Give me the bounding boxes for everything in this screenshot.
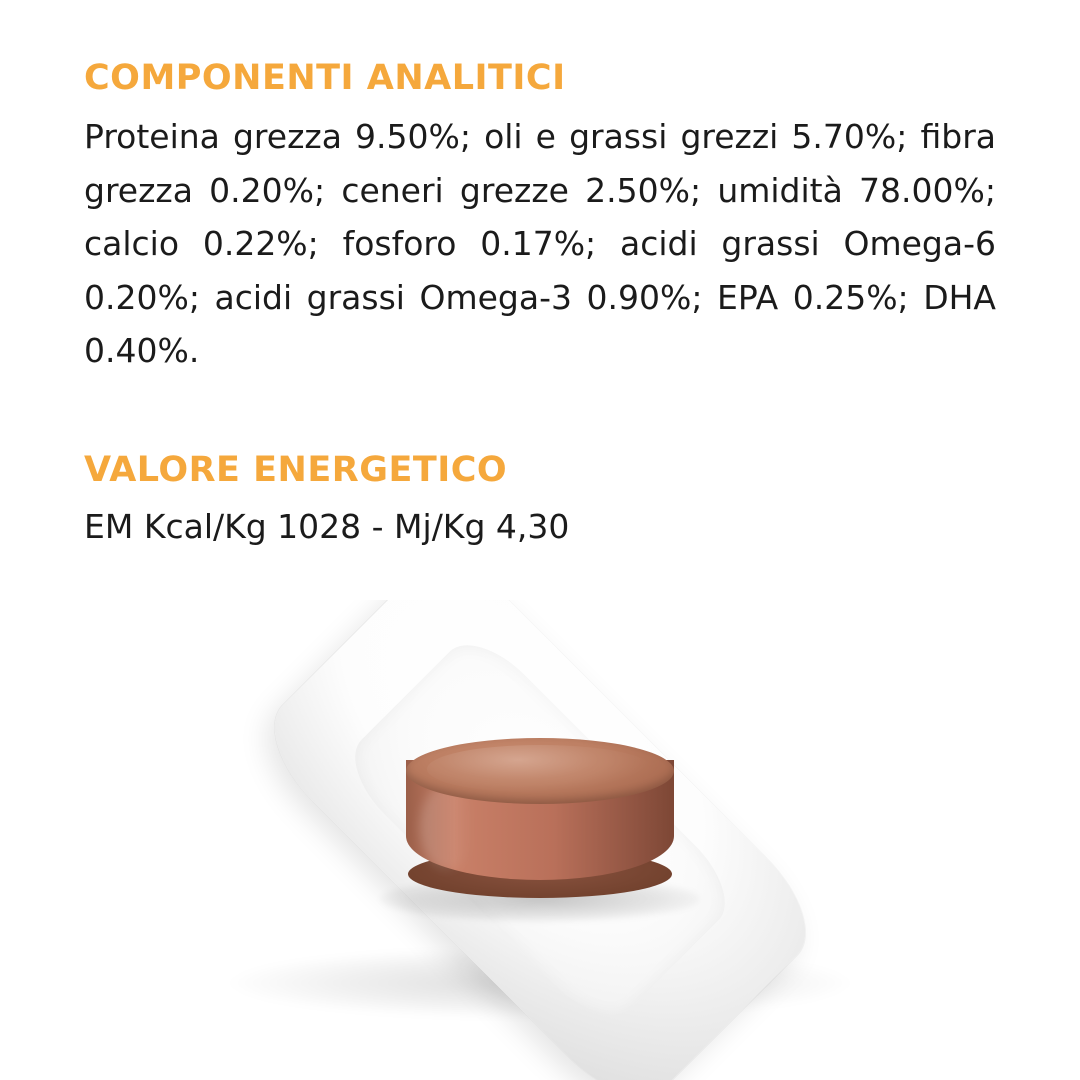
energy-value-section	[84, 450, 996, 554]
pate-portion	[406, 738, 674, 908]
energy-value-heading: VALORE ENERGETICO	[84, 449, 508, 490]
product-photo	[0, 600, 1080, 1080]
energy-value-text: EM Kcal/Kg 1028 - Mj/Kg 4,30	[84, 506, 570, 546]
analytical-components-text: Proteina grezza 9.50%; oli e grassi grezzi 5.70%; fibra grezza 0.20%; ceneri grezze 2.50%; umidità 78.00%; calcio 0.22%; fosforo 0.17%; acidi grassi Omega-6 0.20%; acidi grassi Omega-3 0.90%; EPA 0.25%; DHA 0.40%.	[84, 117, 996, 371]
plate-with-pate-illustration	[110, 630, 970, 1030]
pate-top-surface	[406, 738, 674, 804]
analytical-components-section	[84, 58, 996, 378]
nutrition-text-content	[84, 58, 996, 553]
analytical-components-heading: COMPONENTI ANALITICI	[84, 58, 566, 98]
